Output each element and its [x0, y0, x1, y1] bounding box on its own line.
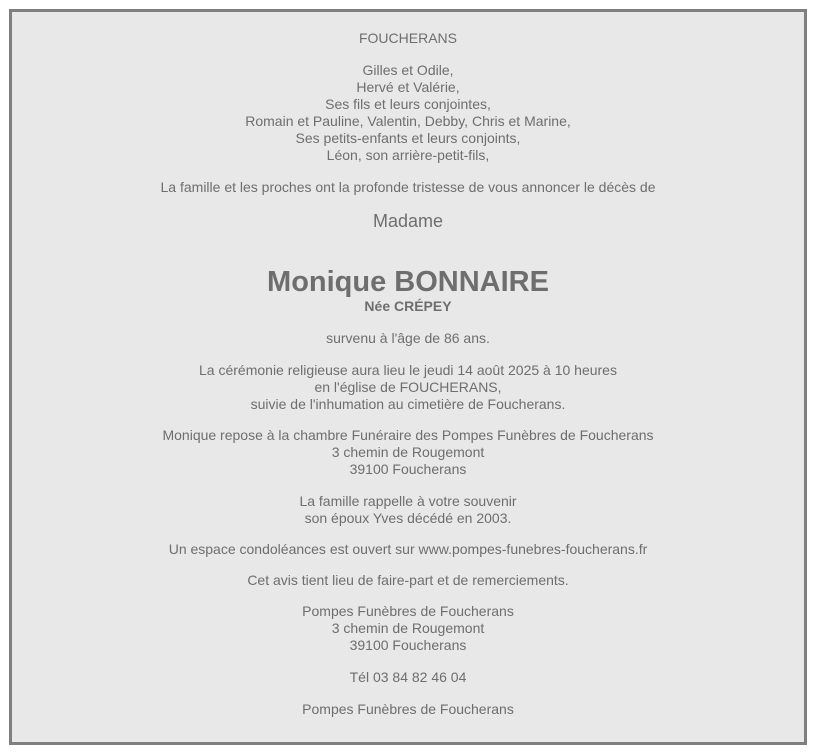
family-line: Ses petits-enfants et leurs conjoints,: [295, 130, 521, 146]
ceremony-line: en l'église de FOUCHERANS,: [314, 379, 502, 395]
funeral-home-line: 3 chemin de Rougemont: [331, 620, 485, 636]
signature: Pompes Funèbres de Foucherans: [302, 701, 514, 717]
notice-content: [12, 12, 804, 718]
rest-place-line: 3 chemin de Rougemont: [331, 444, 485, 460]
condolences-text: Un espace condoléances est ouvert sur www.pompes-funebres-foucherans.fr: [168, 541, 648, 557]
ceremony-line: suivie de l'inhumation au cimetière de Foucherans.: [250, 396, 566, 412]
funeral-home-address: [12, 603, 804, 654]
family-line: Hervé et Valérie,: [356, 79, 460, 95]
town: FOUCHERANS: [358, 30, 457, 46]
ceremony-line: La cérémonie religieuse aura lieu le jeudi 14 août 2025 à 10 heures: [199, 362, 617, 378]
obituary-notice: [9, 9, 807, 745]
family-line: Léon, son arrière-petit-fils,: [326, 147, 490, 163]
remembrance-line: son époux Yves décédé en 2003.: [304, 510, 512, 526]
age-text: survenu à l'âge de 86 ans.: [326, 330, 490, 346]
family-line: Romain et Pauline, Valentin, Debby, Chris et Marine,: [245, 113, 571, 129]
rest-place-line: Monique repose à la chambre Funéraire des Pompes Funèbres de Foucherans: [162, 427, 654, 443]
announcement: La famille et les proches ont la profonde tristesse de vous annoncer le décès de: [160, 179, 656, 195]
family-list: [12, 62, 804, 164]
funeral-home-line: Pompes Funèbres de Foucherans: [302, 603, 514, 619]
deceased-name: Monique BONNAIRE: [267, 266, 549, 298]
maiden-name: Née CRÉPEY: [364, 298, 452, 314]
phone-number: Tél 03 84 82 46 04: [349, 669, 467, 685]
rest-place-line: 39100 Foucherans: [349, 461, 467, 477]
remembrance: [12, 493, 804, 527]
funeral-home-line: 39100 Foucherans: [349, 637, 467, 653]
family-line: Ses fils et leurs conjointes,: [325, 96, 491, 112]
title: Madame: [372, 211, 444, 231]
family-line: Gilles et Odile,: [362, 62, 454, 78]
rest-place: [12, 427, 804, 478]
notice-text: Cet avis tient lieu de faire-part et de remerciements.: [247, 572, 569, 588]
ceremony-details: [12, 362, 804, 413]
remembrance-line: La famille rappelle à votre souvenir: [299, 493, 517, 509]
